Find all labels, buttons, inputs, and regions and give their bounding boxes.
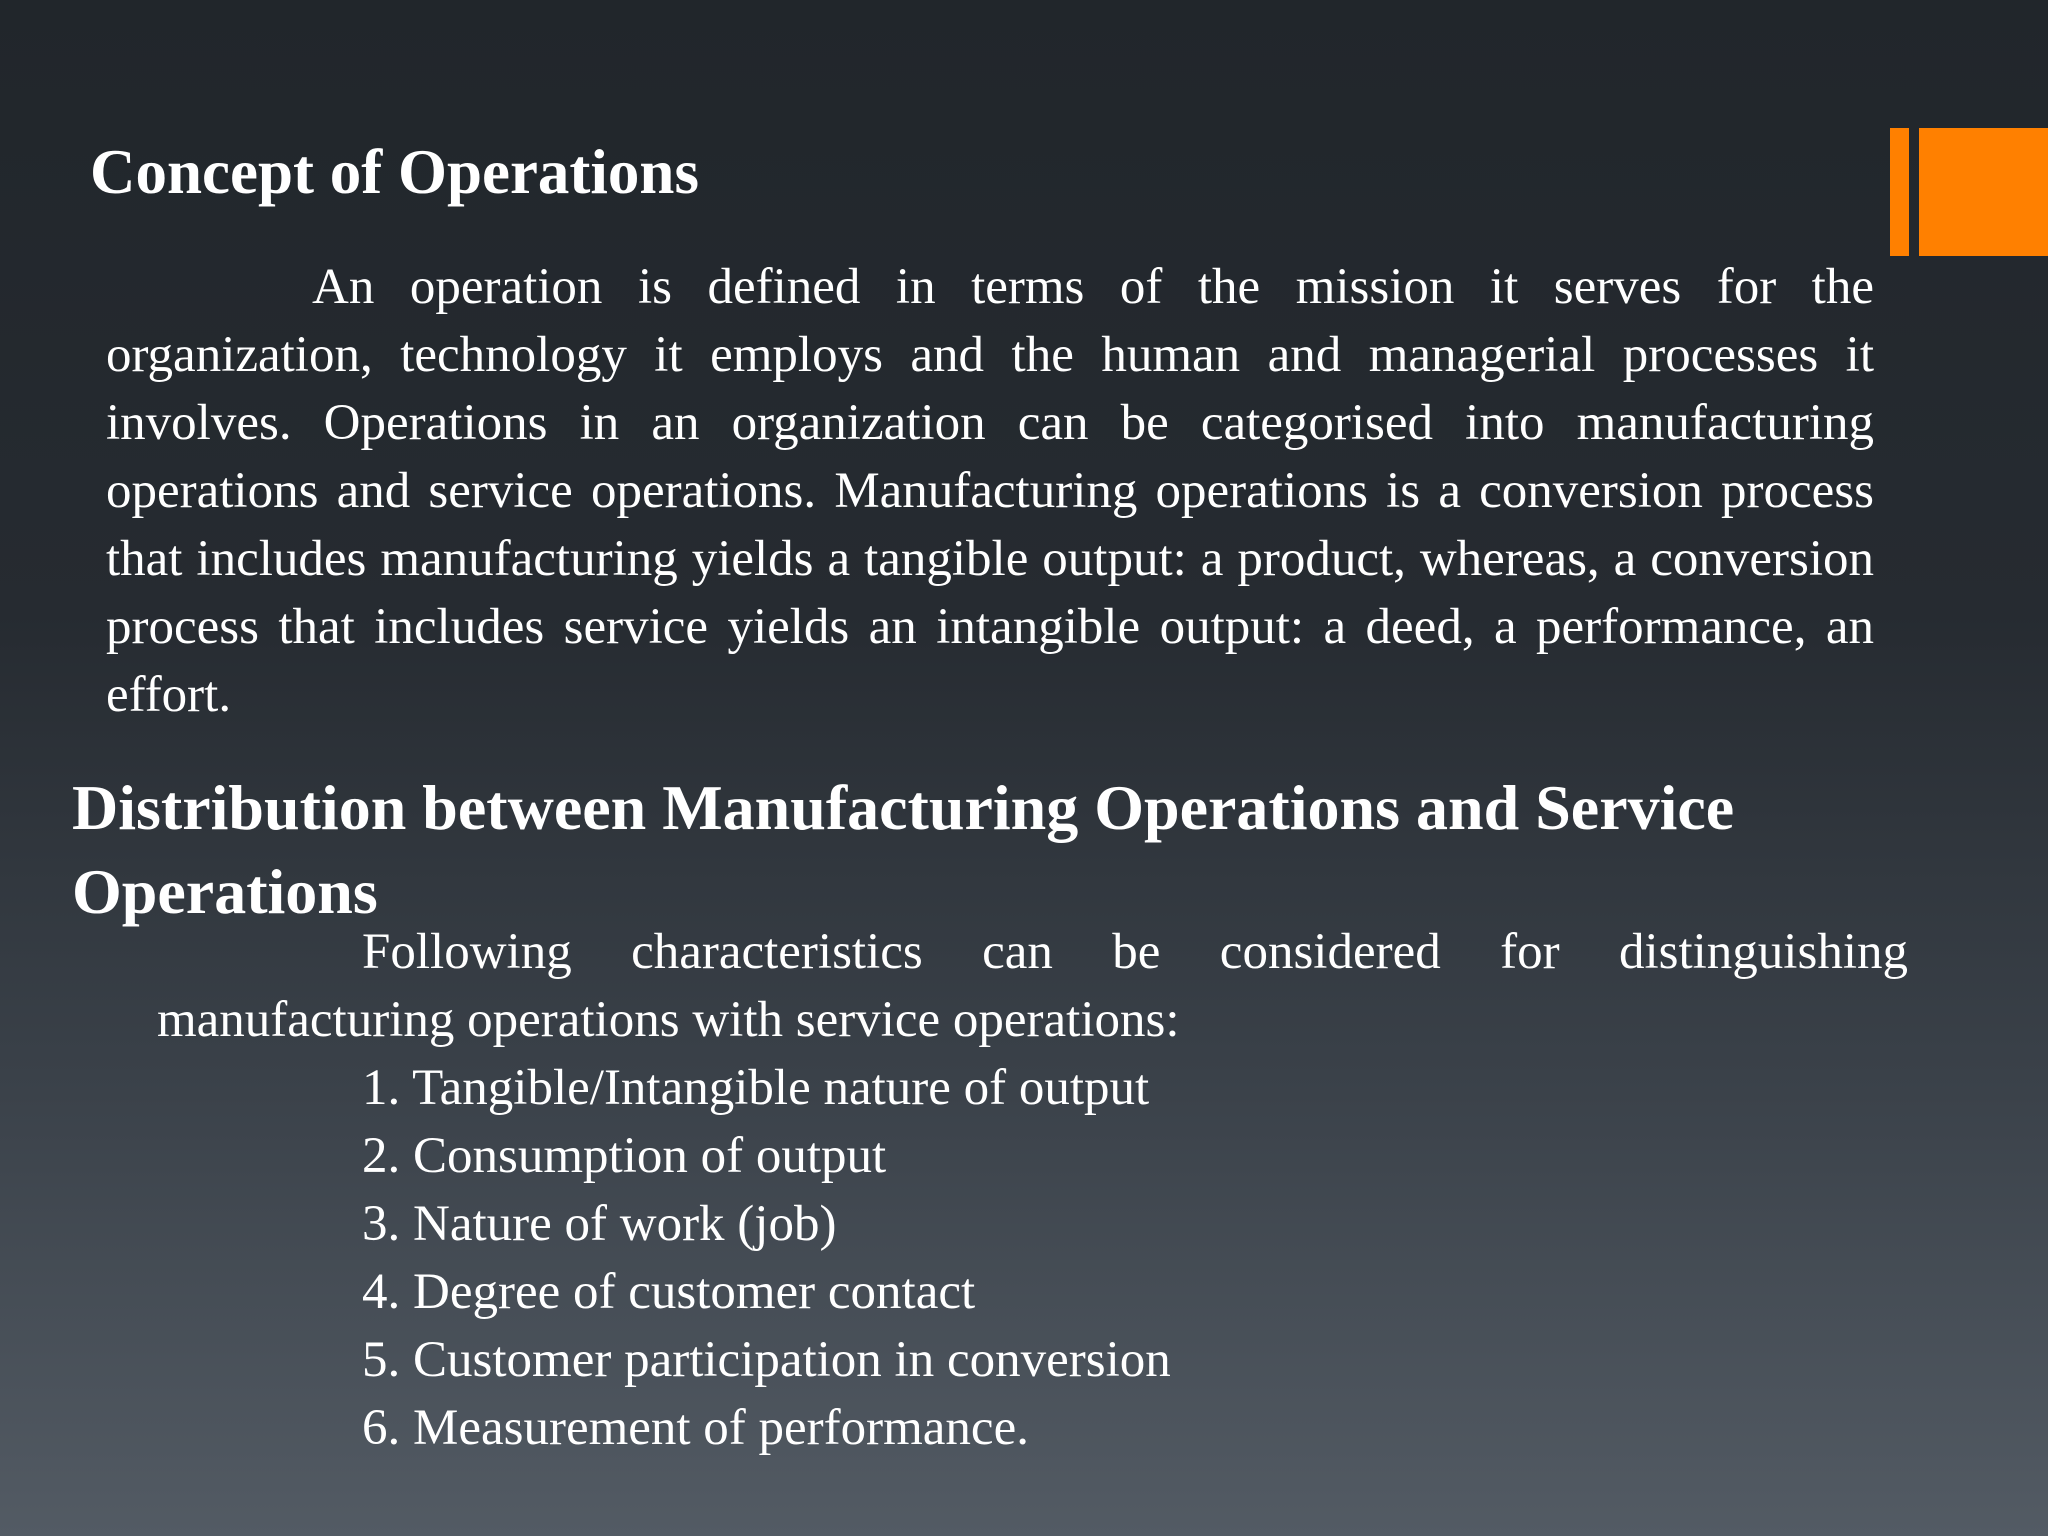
list-item: 2. Consumption of output (362, 1128, 887, 1184)
heading-distribution: Distribution between Manufacturing Operations and Service Operations (72, 772, 1735, 927)
paragraph-concept: An operation is defined in terms of the mission it serves for the organization, technology it employs and the human and managerial processes it involves. Operations in an organization can be categorised into manufacturing operations and service operations. Manufacturing operations is a conversion process that includes manufacturing yields a tangible output: a product, whereas, a conversion process that includes service yields an intangible output: a deed, a performance, an effort. (106, 259, 1874, 723)
list-item: 5. Customer participation in conversion (362, 1332, 1171, 1388)
list-item: 4. Degree of customer contact (362, 1264, 976, 1320)
accent-bar-thin (1890, 128, 1909, 256)
heading-concept-of-operations: Concept of Operations (90, 137, 699, 207)
list-item: 1. Tangible/Intangible nature of output (362, 1060, 1150, 1116)
paragraph-distribution: Following characteristics can be considered for distinguishing manufacturing operations with service operations: (157, 924, 1908, 1048)
list-item: 3. Nature of work (job) (362, 1196, 837, 1252)
characteristics-list (362, 1054, 1171, 1462)
accent-bar-block (1919, 128, 2048, 256)
list-item: 6. Measurement of performance. (362, 1400, 1029, 1456)
